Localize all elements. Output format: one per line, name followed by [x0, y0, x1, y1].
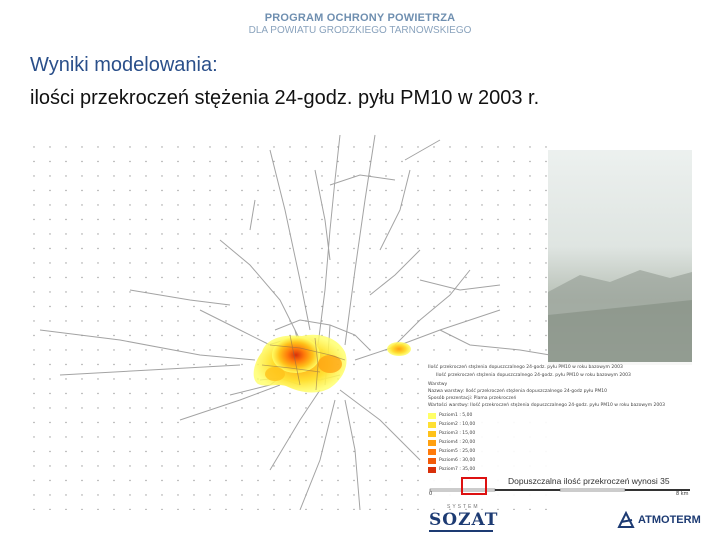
legend-level: Poziom4 : 20,00 [439, 440, 476, 445]
legend-line: Ilość przekroczeń stężenia dopuszczalnego 24-godz. pyłu PM10 w roku bazowym 2003 [436, 373, 631, 378]
legend-line: Nazwa warstwy: Ilość przekroczeń stężenia dopuszczalnego 24-godz pyłu PM10 [428, 389, 607, 394]
atmoterm-wordmark: ATMOTERM [638, 514, 701, 526]
legend-level: Poziom5 : 25,00 [439, 449, 476, 454]
sozat-tagline: SYSTEM [447, 504, 480, 510]
program-subtitle: DLA POWIATU GRODZKIEGO TARNOWSKIEGO [248, 25, 472, 36]
scale-start-label: 0 [429, 491, 433, 497]
exceedance-hotspot [272, 337, 320, 373]
legend-line: Sposób prezentacji: Plama przekroczeń [428, 396, 517, 401]
legend-level: Poziom1 : 5,00 [439, 413, 473, 418]
legend-level: Poziom7 : 35,00 [439, 467, 476, 472]
legend-level: Poziom6 : 30,00 [439, 458, 476, 463]
legend-swatch [428, 440, 436, 446]
legend-swatch [428, 422, 436, 428]
legend-swatch [428, 449, 436, 455]
atmoterm-icon [617, 511, 635, 529]
legend-swatch [428, 467, 436, 473]
legend-swatch [428, 458, 436, 464]
legend-line: Ilość przekroczeń stężenia dopuszczalnego 24-godz. pyłu PM10 w roku bazowym 2003 [428, 365, 623, 370]
sozat-underline [429, 530, 493, 533]
legend-swatch [428, 431, 436, 437]
legend-level: Poziom2 : 10,00 [439, 422, 476, 427]
sozat-wordmark: SOZAT [429, 510, 499, 530]
slide-title: Wyniki modelowania: [30, 54, 218, 76]
legend-swatch [428, 413, 436, 419]
atmoterm-logo [617, 511, 701, 529]
highlight-box [461, 477, 487, 495]
scale-end-label: 8 km [676, 491, 689, 497]
limit-note: Dopuszczalna ilość przekroczeń wynosi 35 [508, 476, 670, 486]
slide-subtitle: ilości przekroczeń stężenia 24-godz. pyłu PM10 w 2003 r. [30, 87, 540, 109]
exceedance-plume-east [387, 342, 411, 356]
legend-line: Wartości warstwy: Ilość przekroczeń stężenia dopuszczalnego 24-godz. pyłu PM10 w roku bazowym 2003 [428, 403, 665, 408]
program-title: PROGRAM OCHRONY POWIETRZA [264, 12, 456, 24]
sozat-logo [429, 504, 498, 533]
legend-level: Poziom3 : 15,00 [439, 431, 476, 436]
pollution-map [0, 130, 720, 510]
legend-line: Warstwy [428, 382, 448, 387]
